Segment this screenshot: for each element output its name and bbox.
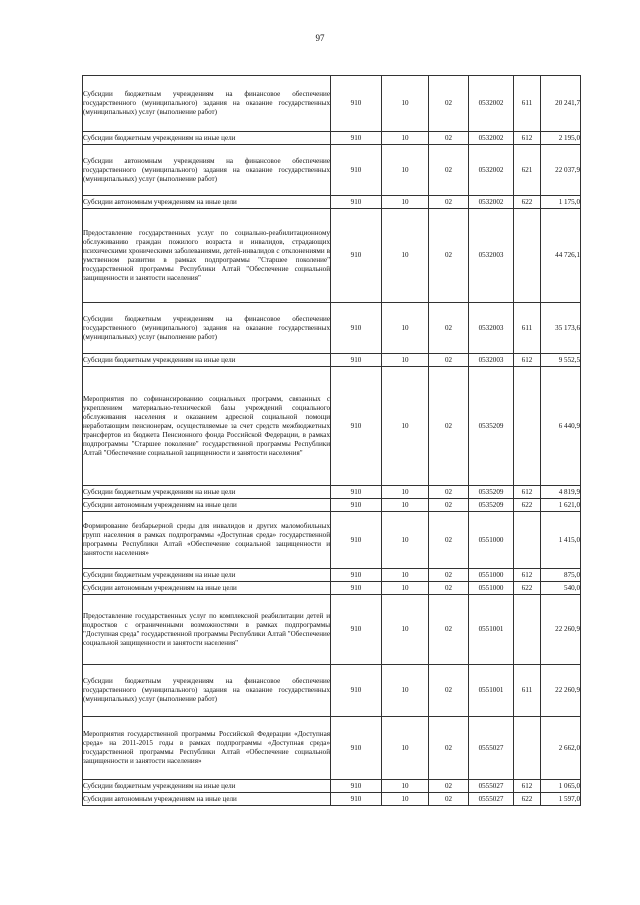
subsection-code: 02 [429, 512, 469, 569]
table-row [83, 145, 581, 196]
amount: 4 819,9 [541, 486, 581, 499]
amount: 875,0 [541, 569, 581, 582]
row-description: Субсидии бюджетным учреждениям на иные цели [83, 486, 331, 499]
admin-code: 910 [331, 486, 382, 499]
row-description: Субсидии бюджетным учреждениям на финансовое обеспечение государственного (муниципального) задания на оказание государственных (муниципальных) услуг (выполнение работ) [83, 665, 331, 717]
section-code: 10 [382, 303, 429, 354]
subsection-code: 02 [429, 780, 469, 793]
budget-table [82, 75, 581, 806]
admin-code: 910 [331, 665, 382, 717]
row-description: Субсидии автономным учреждениям на иные цели [83, 196, 331, 209]
table-row [83, 793, 581, 806]
expense-type-code [514, 367, 541, 486]
amount: 35 173,6 [541, 303, 581, 354]
amount: 540,0 [541, 582, 581, 595]
table-row [83, 717, 581, 780]
target-article-code: 0551001 [469, 665, 514, 717]
expense-type-code [514, 595, 541, 665]
section-code: 10 [382, 793, 429, 806]
amount: 2 195,0 [541, 132, 581, 145]
table-row [83, 486, 581, 499]
admin-code: 910 [331, 354, 382, 367]
amount: 1 597,0 [541, 793, 581, 806]
section-code: 10 [382, 717, 429, 780]
row-description: Субсидии бюджетным учреждениям на иные цели [83, 780, 331, 793]
table-row [83, 367, 581, 486]
target-article-code: 0532002 [469, 132, 514, 145]
amount: 22 260,9 [541, 595, 581, 665]
section-code: 10 [382, 76, 429, 132]
section-code: 10 [382, 132, 429, 145]
admin-code: 910 [331, 367, 382, 486]
amount: 22 260,9 [541, 665, 581, 717]
section-code: 10 [382, 665, 429, 717]
table-row [83, 595, 581, 665]
section-code: 10 [382, 582, 429, 595]
admin-code: 910 [331, 595, 382, 665]
expense-type-code [514, 512, 541, 569]
section-code: 10 [382, 196, 429, 209]
target-article-code: 0532002 [469, 76, 514, 132]
table-row [83, 582, 581, 595]
subsection-code: 02 [429, 499, 469, 512]
section-code: 10 [382, 780, 429, 793]
row-description: Предоставление государственных услуг по социально-реабилитационному обслуживанию граждан пожилого возраста и инвалидов, страдающих психическими хроническими заболеваниями, детей-инвалидов с отклонениями в умственном развитии в рамках подпрограммы "Старшее поколение" государственной программы Республики Алтай "Обеспечение социальной защищенности и занятости населения" [83, 209, 331, 303]
amount: 1 065,0 [541, 780, 581, 793]
subsection-code: 02 [429, 486, 469, 499]
row-description: Субсидии бюджетным учреждениям на финансовое обеспечение государственного (муниципального) задания на оказание государственных (муниципальных) услуг (выполнение работ) [83, 303, 331, 354]
expense-type-code: 611 [514, 303, 541, 354]
target-article-code: 0532003 [469, 209, 514, 303]
subsection-code: 02 [429, 132, 469, 145]
expense-type-code: 622 [514, 582, 541, 595]
subsection-code: 02 [429, 354, 469, 367]
expense-type-code: 621 [514, 145, 541, 196]
subsection-code: 02 [429, 76, 469, 132]
amount: 22 037,9 [541, 145, 581, 196]
table-body [83, 76, 581, 806]
admin-code: 910 [331, 717, 382, 780]
row-description: Субсидии автономным учреждениям на иные цели [83, 582, 331, 595]
amount: 20 241,7 [541, 76, 581, 132]
section-code: 10 [382, 486, 429, 499]
section-code: 10 [382, 595, 429, 665]
amount: 2 662,0 [541, 717, 581, 780]
subsection-code: 02 [429, 209, 469, 303]
amount: 6 440,9 [541, 367, 581, 486]
table-row [83, 303, 581, 354]
row-description: Субсидии автономным учреждениям на иные цели [83, 793, 331, 806]
section-code: 10 [382, 145, 429, 196]
admin-code: 910 [331, 132, 382, 145]
admin-code: 910 [331, 582, 382, 595]
section-code: 10 [382, 354, 429, 367]
admin-code: 910 [331, 196, 382, 209]
admin-code: 910 [331, 303, 382, 354]
row-description: Субсидии бюджетным учреждениям на иные цели [83, 569, 331, 582]
subsection-code: 02 [429, 582, 469, 595]
subsection-code: 02 [429, 367, 469, 486]
table-row [83, 76, 581, 132]
row-description: Мероприятия по софинансированию социальных программ, связанных с укреплением материально-технической базы учреждений социального обслуживания населения и оказанием адресной социальной помощи неработающим пенсионерам, осуществляемые за счет средств межбюджетных трансфертов из бюджета Пенсионного фонда Российской Федерации, в рамках подпрограммы "Старшее поколение" государственной программы Республики Алтай "Обеспечение социальной защищенности и занятости населения" [83, 367, 331, 486]
target-article-code: 0551000 [469, 569, 514, 582]
row-description: Субсидии автономным учреждениям на иные цели [83, 499, 331, 512]
table-row [83, 569, 581, 582]
target-article-code: 0535209 [469, 367, 514, 486]
table-row [83, 665, 581, 717]
table-row [83, 780, 581, 793]
admin-code: 910 [331, 499, 382, 512]
amount: 1 175,0 [541, 196, 581, 209]
target-article-code: 0535209 [469, 486, 514, 499]
target-article-code: 0532002 [469, 196, 514, 209]
section-code: 10 [382, 209, 429, 303]
target-article-code: 0555027 [469, 717, 514, 780]
expense-type-code: 622 [514, 499, 541, 512]
subsection-code: 02 [429, 569, 469, 582]
section-code: 10 [382, 499, 429, 512]
target-article-code: 0555027 [469, 780, 514, 793]
expense-type-code: 612 [514, 132, 541, 145]
amount: 1 621,0 [541, 499, 581, 512]
target-article-code: 0535209 [469, 499, 514, 512]
subsection-code: 02 [429, 793, 469, 806]
row-description: Предоставление государственных услуг по комплексной реабилитации детей и подростков с ограниченными возможностями в рамках подпрограммы "Доступная среда" государственной программы Республики Алтай "Обеспечение социальной защищенности и занятости населения" [83, 595, 331, 665]
table-row [83, 196, 581, 209]
admin-code: 910 [331, 793, 382, 806]
expense-type-code: 611 [514, 76, 541, 132]
row-description: Субсидии бюджетным учреждениям на финансовое обеспечение государственного (муниципального) задания на оказание государственных (муниципальных) услуг (выполнение работ) [83, 76, 331, 132]
target-article-code: 0532003 [469, 303, 514, 354]
target-article-code: 0551000 [469, 582, 514, 595]
amount: 1 415,0 [541, 512, 581, 569]
table-row [83, 499, 581, 512]
subsection-code: 02 [429, 145, 469, 196]
target-article-code: 0551001 [469, 595, 514, 665]
expense-type-code: 611 [514, 665, 541, 717]
table-row [83, 512, 581, 569]
table-row [83, 209, 581, 303]
expense-type-code: 612 [514, 354, 541, 367]
table-row [83, 354, 581, 367]
subsection-code: 02 [429, 717, 469, 780]
subsection-code: 02 [429, 196, 469, 209]
subsection-code: 02 [429, 303, 469, 354]
admin-code: 910 [331, 780, 382, 793]
table-row [83, 132, 581, 145]
row-description: Субсидии автономным учреждениям на финансовое обеспечение государственного (муниципального) задания на оказание государственных (муниципальных) услуг (выполнение работ) [83, 145, 331, 196]
expense-type-code: 612 [514, 486, 541, 499]
expense-type-code: 622 [514, 196, 541, 209]
expense-type-code: 612 [514, 569, 541, 582]
subsection-code: 02 [429, 665, 469, 717]
target-article-code: 0532002 [469, 145, 514, 196]
target-article-code: 0532003 [469, 354, 514, 367]
section-code: 10 [382, 367, 429, 486]
section-code: 10 [382, 512, 429, 569]
section-code: 10 [382, 569, 429, 582]
admin-code: 910 [331, 512, 382, 569]
admin-code: 910 [331, 145, 382, 196]
target-article-code: 0555027 [469, 793, 514, 806]
row-description: Мероприятия государственной программы Российской Федерации «Доступная среда» на 2011-2015 годы в рамках подпрограммы «Доступная среда» государственной программы Республики Алтай «Обеспечение социальной защищенности и занятости населения» [83, 717, 331, 780]
amount: 9 552,5 [541, 354, 581, 367]
admin-code: 910 [331, 76, 382, 132]
expense-type-code [514, 717, 541, 780]
row-description: Формирование безбарьерной среды для инвалидов и других маломобильных групп населения в рамках подпрограммы «Доступная среда» государственной программы Республики Алтай «Обеспечение социальной защищенности и занятости населения» [83, 512, 331, 569]
expense-type-code: 612 [514, 780, 541, 793]
row-description: Субсидии бюджетным учреждениям на иные цели [83, 354, 331, 367]
admin-code: 910 [331, 209, 382, 303]
target-article-code: 0551000 [469, 512, 514, 569]
expense-type-code: 622 [514, 793, 541, 806]
amount: 44 726,1 [541, 209, 581, 303]
page-number: 97 [315, 33, 325, 43]
expense-type-code [514, 209, 541, 303]
row-description: Субсидии бюджетным учреждениям на иные цели [83, 132, 331, 145]
subsection-code: 02 [429, 595, 469, 665]
admin-code: 910 [331, 569, 382, 582]
